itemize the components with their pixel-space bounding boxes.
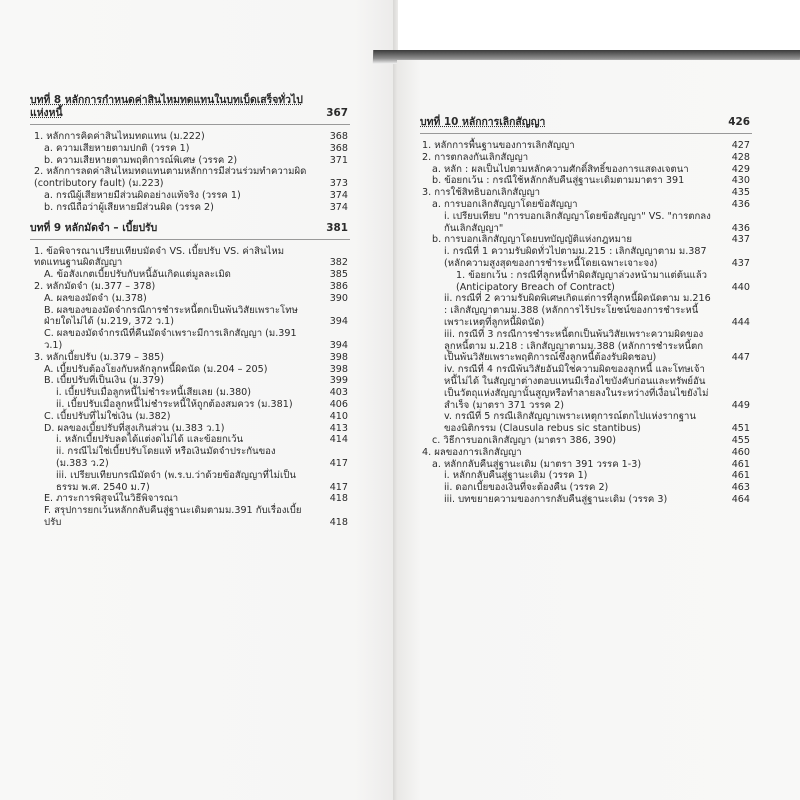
entry-text: 2. หลักการลดค่าสินไหมทดแทนตามหลักการมีส่วนร่วมทำความผิด (contributory fault) (ม.223) <box>34 166 307 190</box>
toc-entry <box>30 375 350 387</box>
toc-entry <box>30 399 350 411</box>
entry-text: iii. กรณีที่ 3 กรณีการชำระหนี้ตกเป็นพ้นวิสัยเพราะความผิดของลูกหนี้ตาม ม.218 : เลิกสัญญาตามม.388 (หลักการชำระหนี้ตกเป็นพ้นวิสัยเพราะพฤติการณ์ซึ่งลูกหนี้ต้องรับผิดชอบ) <box>444 328 704 364</box>
toc-entry <box>30 131 350 143</box>
entry-text: E. ภาระการพิสูจน์ในวิธีพิจารณา <box>44 493 179 505</box>
toc-entry <box>30 155 350 167</box>
divider <box>420 133 752 134</box>
toc-entry <box>420 411 752 435</box>
toc-entry <box>420 246 752 270</box>
entry-text: a. กรณีผู้เสียหายมีส่วนผิดอย่างแท้จริง (วรรค 1) <box>44 189 241 201</box>
toc-entry <box>420 459 752 471</box>
entry-page: 437 <box>731 257 750 269</box>
entry-text: C. ผลของมัดจำกรณีที่คืนมัดจำเพราะมีการเลิกสัญญา (ม.391 ว.1) <box>44 328 297 351</box>
entry-text: 4. ผลของการเลิกสัญญา <box>422 446 522 458</box>
entry-page: 436 <box>731 222 750 234</box>
entry-text: i. กรณีที่ 1 ความรับผิดทั่วไปตามม.215 : เลิกสัญญาตาม ม.387 (หลักความสูงสุดของการชำระหนี้โดยเฉพาะเจาะจง) <box>444 246 707 269</box>
entry-text: b. กรณีถือว่าผู้เสียหายมีส่วนผิด (วรรค 2) <box>44 201 214 213</box>
entry-text: i. หลักเบี้ยปรับลดได้แต่งดไม่ได้ และข้อยกเว้น <box>56 434 244 446</box>
entry-text: a. หลักกลับคืนสู่ฐานะเดิม (มาตรา 391 วรรค 1-3) <box>432 458 642 470</box>
divider <box>30 124 350 125</box>
entry-page: 414 <box>329 434 348 446</box>
entry-page: 463 <box>731 482 750 494</box>
entry-page: 417 <box>329 481 348 493</box>
entry-page: 385 <box>329 269 348 281</box>
chapter-10-heading <box>420 116 752 129</box>
entry-text: i. หลักกลับคืนสู่ฐานะเดิม (วรรค 1) <box>444 470 588 482</box>
toc-entry <box>420 187 752 199</box>
toc-entry <box>30 269 350 281</box>
entry-page: 374 <box>329 201 348 213</box>
toc-entry <box>30 293 350 305</box>
entry-text: i. เปรียบเทียบ "การบอกเลิกสัญญาโดยข้อสัญญา" VS. "การตกลงกันเลิกสัญญา" <box>444 210 711 234</box>
entry-text: F. สรุปการยกเว้นหลักกลับคืนสู่ฐานะเดิมตามม.391 กับเรื่องเบี้ยปรับ <box>44 505 302 528</box>
entry-text: c. วิธีการบอกเลิกสัญญา (มาตรา 386, 390) <box>432 434 616 446</box>
toc-entry <box>420 140 752 152</box>
entry-page: 382 <box>329 257 348 269</box>
toc-entry <box>30 434 350 446</box>
entry-page: 399 <box>329 375 348 387</box>
entry-text: a. ความเสียหายตามปกติ (วรรค 1) <box>44 142 190 154</box>
toc-entry <box>420 234 752 246</box>
toc-entry <box>420 494 752 506</box>
right-toc-column <box>420 114 752 506</box>
entry-page: 410 <box>329 410 348 422</box>
entry-text: 1. หลักการพื้นฐานของการเลิกสัญญา <box>422 140 575 151</box>
entry-page: 449 <box>731 399 750 411</box>
entry-page: 447 <box>731 352 750 364</box>
entry-page: 436 <box>731 198 750 210</box>
entry-page: 418 <box>329 516 348 528</box>
toc-entry <box>30 493 350 505</box>
entry-page: 444 <box>731 316 750 328</box>
entry-text: 3. การใช้สิทธิบอกเลิกสัญญา <box>422 187 541 199</box>
entry-text: a. หลัก : ผลเป็นไปตามหลักความศักดิ์สิทธิ์ของการแสดงเจตนา <box>432 163 689 175</box>
toc-entry <box>30 470 350 494</box>
entry-text: ii. เบี้ยปรับเมื่อลูกหนี้ไม่ชำระหนี้ให้ถูกต้องสมควร (ม.381) <box>56 398 293 410</box>
entry-text: a. การบอกเลิกสัญญาโดยข้อสัญญา <box>432 198 578 210</box>
entry-text: A. ผลของมัดจำ (ม.378) <box>44 292 147 304</box>
toc-entry <box>420 211 752 235</box>
toc-entry <box>420 270 752 294</box>
entry-text: ii. กรณีไม่ใช่เบี้ยปรับโดยแท้ หรือเงินมัดจำประกันของ (ม.383 ว.2) <box>56 446 276 469</box>
entry-text: 3. หลักเบี้ยปรับ (ม.379 – 385) <box>34 351 164 363</box>
entry-page: 429 <box>731 163 750 175</box>
toc-entry <box>420 447 752 459</box>
entry-page: 455 <box>731 434 750 446</box>
entry-page: 417 <box>329 457 348 469</box>
entry-text: C. เบี้ยปรับที่ไม่ใช่เงิน (ม.382) <box>44 410 171 422</box>
entry-text: B. ผลของของมัดจำกรณีการชำระหนี้ตกเป็นพ้นวิสัยเพราะโทษฝ่ายใดไม่ได้ (ม.219, 372 ว.1) <box>44 304 298 328</box>
entry-page: 373 <box>329 178 348 190</box>
entry-page: 418 <box>329 493 348 505</box>
entry-text: 1. ข้อพิจารณาเปรียบเทียบมัดจำ VS. เบี้ยปรับ VS. ค่าสินไหมทดแทนฐานผิดสัญญา <box>34 245 285 269</box>
entry-page: 435 <box>731 187 750 199</box>
entry-text: D. ผลของเบี้ยปรับที่สูงเกินส่วน (ม.383 ว.1) <box>44 422 225 434</box>
toc-entry <box>30 411 350 423</box>
entry-page: 413 <box>329 422 348 434</box>
entry-text: b. ข้อยกเว้น : กรณีใช้หลักกลับคืนสู่ฐานะเดิมตามมาตรา 391 <box>432 175 685 187</box>
entry-text: 1. หลักการคิดค่าสินไหมทดแทน (ม.222) <box>34 131 205 142</box>
toc-entry <box>30 166 350 190</box>
entry-text: A. ข้อสังเกตเบี้ยปรับกับหนี้อันเกิดแต่มูลละเมิด <box>44 269 231 281</box>
entry-text: b. การบอกเลิกสัญญาโดยบทบัญญัติแห่งกฎหมาย <box>432 234 632 246</box>
spacer <box>30 214 350 220</box>
left-page <box>0 0 394 800</box>
toc-entry <box>420 175 752 187</box>
chapter-9-heading <box>30 222 350 235</box>
entry-text: b. ความเสียหายตามพฤติการณ์พิเศษ (วรรค 2) <box>44 154 238 166</box>
toc-entry <box>30 387 350 399</box>
chapter-title: บทที่ 8 หลักการกำหนดค่าสินไหมทดแทนในบทเบ็ดเสร็จทั่วไปแห่งหนี้ <box>30 94 303 119</box>
entry-page: 398 <box>329 363 348 375</box>
divider <box>30 239 350 240</box>
chapter-title: บทที่ 9 หลักมัดจำ – เบี้ยปรับ <box>30 221 158 234</box>
entry-page: 398 <box>329 351 348 363</box>
toc-entry <box>420 470 752 482</box>
entry-page: 461 <box>731 458 750 470</box>
chapter-page: 381 <box>326 221 348 234</box>
entry-text: B. เบี้ยปรับที่เป็นเงิน (ม.379) <box>44 375 164 387</box>
entry-page: 374 <box>329 189 348 201</box>
entry-page: 368 <box>329 131 348 142</box>
entry-text: 2. หลักมัดจำ (ม.377 – 378) <box>34 280 156 292</box>
entry-text: 1. ข้อยกเว้น : กรณีที่ลูกหนี้ทำผิดสัญญาล่วงหน้ามาแต่ต้นแล้ว (Anticipatory Breach of Contract) <box>456 269 708 293</box>
entry-page: 437 <box>731 234 750 246</box>
toc-entry <box>30 281 350 293</box>
toc-entry <box>30 328 350 352</box>
toc-entry <box>30 190 350 202</box>
entry-text: ii. ดอกเบี้ยของเงินที่จะต้องคืน (วรรค 2) <box>444 482 609 494</box>
entry-page: 368 <box>329 142 348 154</box>
entry-page: 430 <box>731 175 750 187</box>
toc-entry <box>30 505 350 529</box>
entry-text: ii. กรณีที่ 2 ความรับผิดพิเศษเกิดแต่การที่ลูกหนี้ผิดนัดตาม ม.216 : เลิกสัญญาตามม.388 (หลักการไร้ประโยชน์ของการชำระหนี้เพราะเหตุที่ลูกหนี้ผิดนัด) <box>444 293 711 328</box>
toc-entry <box>420 293 752 328</box>
entry-text: i. เบี้ยปรับเมื่อลูกหนี้ไม่ชำระหนี้เสียเลย (ม.380) <box>56 387 252 399</box>
entry-page: 440 <box>731 281 750 293</box>
toc-entry <box>420 329 752 364</box>
toc-entry <box>30 446 350 470</box>
chapter-title: บทที่ 10 หลักการเลิกสัญญา <box>420 116 546 128</box>
entry-page: 394 <box>329 339 348 351</box>
entry-page: 428 <box>731 151 750 163</box>
chapter-page: 367 <box>326 107 348 119</box>
toc-entry <box>30 423 350 435</box>
toc-entry <box>420 164 752 176</box>
toc-entry <box>420 435 752 447</box>
chapter-8-heading <box>30 94 350 120</box>
entry-text: iii. เปรียบเทียบกรณีมัดจำ (พ.ร.บ.ว่าด้วยข้อสัญญาที่ไม่เป็นธรรม พ.ศ. 2540 ม.7) <box>56 469 296 493</box>
entry-text: 2. การตกลงกันเลิกสัญญา <box>422 151 529 163</box>
left-toc-column <box>30 92 350 529</box>
toc-entry <box>420 152 752 164</box>
entry-text: v. กรณีที่ 5 กรณีเลิกสัญญาเพราะเหตุการณ์ตกไปแห่งรากฐานของนิติกรรม (Clausula rebus sic stantibus) <box>444 411 696 435</box>
toc-entry <box>30 246 350 270</box>
toc-entry <box>420 482 752 494</box>
entry-page: 464 <box>731 493 750 505</box>
entry-text: iii. บทขยายความของการกลับคืนสู่ฐานะเดิม (วรรค 3) <box>444 493 668 505</box>
toc-entry <box>30 305 350 329</box>
entry-text: A. เบี้ยปรับต้องโยงกับหลักลูกหนี้ผิดนัด (ม.204 – 205) <box>44 363 268 375</box>
entry-page: 460 <box>731 446 750 458</box>
entry-page: 427 <box>731 140 750 151</box>
toc-entry <box>30 143 350 155</box>
entry-page: 394 <box>329 316 348 328</box>
toc-entry <box>30 352 350 364</box>
entry-page: 371 <box>329 154 348 166</box>
toc-entry <box>420 199 752 211</box>
entry-page: 406 <box>329 398 348 410</box>
toc-entry <box>420 364 752 411</box>
entry-page: 390 <box>329 292 348 304</box>
entry-page: 403 <box>329 387 348 399</box>
entry-text: iv. กรณีที่ 4 กรณีพ้นวิสัยอันมิใช่ความผิดของลูกหนี้ และโทษเจ้าหนี้ไม่ได้ ในสัญญาต่างตอบแทนมีเรื่องไขบังคับก่อนและทรัพย์อันเป็นวัตถุแห่งสัญญานั้นสูญหรือทำลายลงในระหว่างที่เงื่อนไขยังไม่สำเร็จ (มาตรา 371 วรรค 2) <box>444 364 709 411</box>
entry-page: 451 <box>731 423 750 435</box>
entry-page: 386 <box>329 280 348 292</box>
toc-entry <box>30 364 350 376</box>
chapter-page: 426 <box>728 116 750 128</box>
entry-page: 461 <box>731 470 750 482</box>
toc-entry <box>30 202 350 214</box>
